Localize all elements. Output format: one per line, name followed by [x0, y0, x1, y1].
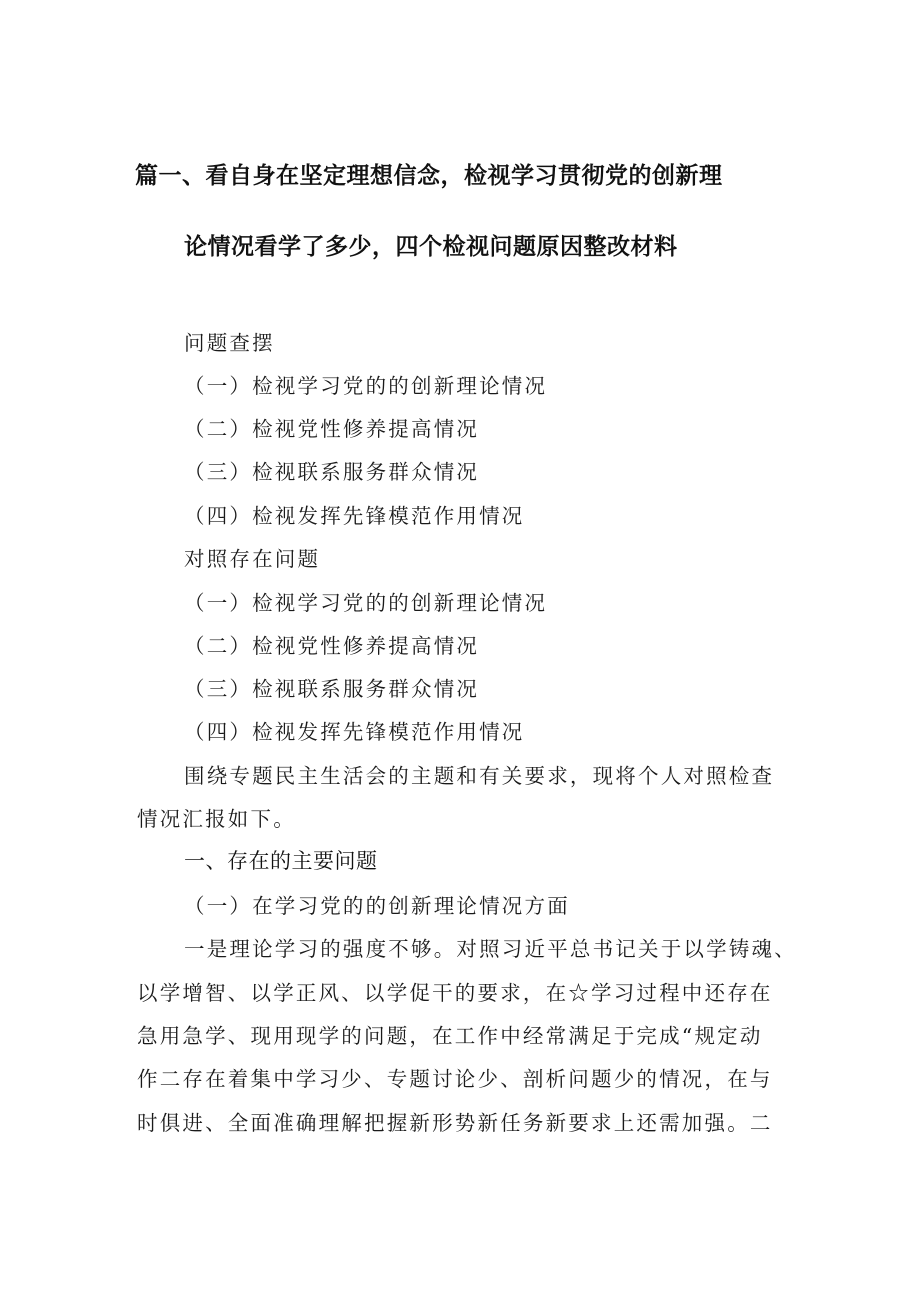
problem-item-1: （一）检视学习党的的创新理论情况 — [184, 374, 548, 398]
compare-item-1: （一）检视学习党的的创新理论情况 — [184, 591, 548, 615]
document-title-line-2: 论情况看学了多少，四个检视问题原因整改材料 — [184, 234, 678, 260]
document-title-line-1: 篇一、看自身在坚定理想信念，检视学习贯彻党的创新理 — [135, 163, 723, 189]
intro-line-1: 围绕专题民主生活会的主题和有关要求，现将个人对照检查 — [184, 764, 775, 788]
intro-line-2: 情况汇报如下。 — [137, 807, 296, 831]
paragraph-line-5: 时俱进、全面准确理解把握新形势新任务新要求上还需加强。二 — [137, 1111, 773, 1135]
compare-item-3: （三）检视联系服务群众情况 — [184, 677, 480, 701]
paragraph-line-4: 作二存在着集中学习少、专题讨论少、剖析问题少的情况，在与 — [137, 1067, 773, 1091]
subheading-theory-study: （一）在学习党的的创新理论情况方面 — [184, 894, 570, 918]
paragraph-line-3: 急用急学、现用现学的问题，在工作中经常满足于完成“规定动 — [137, 1024, 763, 1048]
section-label-compare: 对照存在问题 — [184, 547, 321, 571]
problem-item-4: （四）检视发挥先锋模范作用情况 — [184, 504, 525, 528]
problem-item-2: （二）检视党性修养提高情况 — [184, 417, 480, 441]
problem-item-3: （三）检视联系服务群众情况 — [184, 460, 480, 484]
compare-item-4: （四）检视发挥先锋模范作用情况 — [184, 720, 525, 744]
paragraph-line-1: 一是理论学习的强度不够。对照习近平总书记关于以学铸魂、 — [184, 937, 797, 961]
section-heading-main-problems: 一、存在的主要问题 — [184, 849, 378, 873]
compare-item-2: （二）检视党性修养提高情况 — [184, 634, 480, 658]
paragraph-line-2: 以学增智、以学正风、以学促干的要求，在☆学习过程中还存在 — [137, 981, 773, 1005]
section-label-problems: 问题查摆 — [184, 331, 275, 355]
